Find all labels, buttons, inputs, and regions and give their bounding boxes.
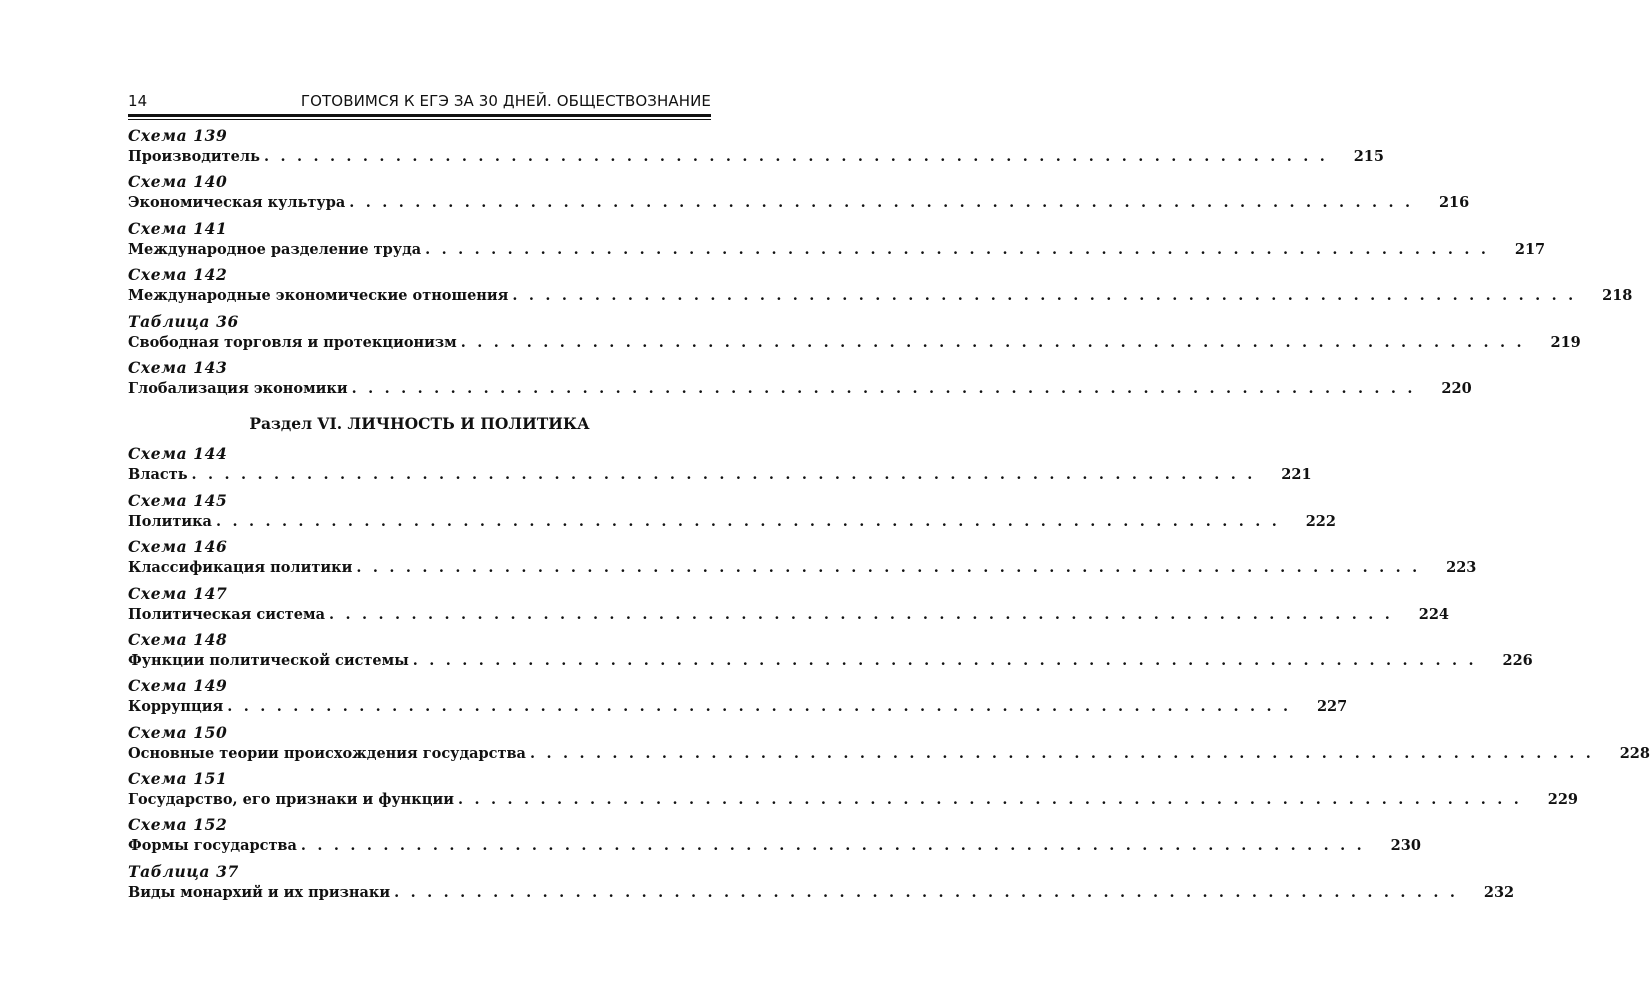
dot-leader: . . . . . . . . . . . . . . . . . . . . . . . . . . . . . . . . . . . . . . . . . . . . . . . . . . . . . . . . . . . . . . . . .	[458, 791, 1523, 809]
toc-entry[interactable]	[128, 676, 1348, 722]
entry-label: Схема 145	[128, 490, 228, 510]
dot-leader: . . . . . . . . . . . . . . . . . . . . . . . . . . . . . . . . . . . . . . . . . . . . . . . . . . . . . . . . . . . . . . . . .	[425, 240, 1490, 258]
entry-title: Экономическая культура	[128, 194, 346, 212]
entry-page-number: 221	[1281, 466, 1312, 484]
toc-entry[interactable]	[128, 172, 1470, 218]
entry-page-number: 232	[1483, 883, 1515, 901]
entry-page-number: 228	[1619, 744, 1650, 762]
toc-entry[interactable]	[128, 126, 1384, 172]
toc-entry[interactable]	[128, 490, 1336, 537]
dot-leader: . . . . . . . . . . . . . . . . . . . . . . . . . . . . . . . . . . . . . . . . . . . . . . . . . . . . . . . . . . . . . . . . .	[394, 883, 1459, 901]
dot-leader: . . . . . . . . . . . . . . . . . . . . . . . . . . . . . . . . . . . . . . . . . . . . . . . . . . . . . . . . . . . . . . . . .	[351, 379, 1416, 397]
entry-label: Схема 150	[128, 722, 228, 742]
entry-label: Таблица 37	[128, 861, 239, 881]
entry-label: Схема 143	[128, 357, 228, 377]
entry-title: Международные экономические отношения	[128, 287, 509, 305]
dot-leader: . . . . . . . . . . . . . . . . . . . . . . . . . . . . . . . . . . . . . . . . . . . . . . . . . . . . . . . . . . . . . . . . .	[349, 194, 1414, 212]
toc-entry[interactable]	[128, 311, 1581, 358]
entry-title: Свободная торговля и протекционизм	[128, 333, 457, 351]
dot-leader: . . . . . . . . . . . . . . . . . . . . . . . . . . . . . . . . . . . . . . . . . . . . . . . . . . . . . . . . . . . . . . . . .	[300, 837, 1365, 855]
dot-leader: . . . . . . . . . . . . . . . . . . . . . . . . . . . . . . . . . . . . . . . . . . . . . . . . . . . . . . . . . . . . . . . . .	[191, 466, 1256, 484]
entry-page-number: 219	[1550, 333, 1581, 351]
dot-leader: . . . . . . . . . . . . . . . . . . . . . . . . . . . . . . . . . . . . . . . . . . . . . . . . . . . . . . . . . . . . . . . . .	[412, 651, 1477, 669]
entry-label: Схема 140	[128, 172, 228, 192]
entry-page-number: 229	[1547, 791, 1579, 809]
entry-label: Схема 142	[128, 265, 228, 285]
toc-entry[interactable]	[128, 769, 1579, 815]
running-title: ГОТОВИМСЯ К ЕГЭ ЗА 30 ДНЕЙ. ОБЩЕСТВОЗНАНИЕ	[300, 92, 711, 110]
toc-group-bottom	[128, 444, 1650, 908]
dot-leader: . . . . . . . . . . . . . . . . . . . . . . . . . . . . . . . . . . . . . . . . . . . . . . . . . . . . . . . . . . . . . . . . .	[215, 512, 1280, 530]
entry-title: Власть	[128, 466, 188, 484]
header-rule-thin	[128, 119, 711, 120]
toc-entry[interactable]	[128, 537, 1477, 583]
toc-entry[interactable]	[128, 861, 1515, 908]
running-header	[128, 91, 711, 111]
entry-page-number: 218	[1602, 287, 1633, 305]
dot-leader: . . . . . . . . . . . . . . . . . . . . . . . . . . . . . . . . . . . . . . . . . . . . . . . . . . . . . . . . . . . . . . . . .	[227, 698, 1292, 716]
entry-label: Схема 152	[128, 815, 228, 835]
toc-entry[interactable]	[128, 815, 1421, 861]
entry-title: Коррупция	[128, 698, 224, 716]
entry-title: Политика	[128, 512, 212, 530]
toc-entry[interactable]	[128, 629, 1533, 676]
dot-leader: . . . . . . . . . . . . . . . . . . . . . . . . . . . . . . . . . . . . . . . . . . . . . . . . . . . . . . . . . . . . . . . . .	[512, 287, 1577, 305]
entry-label: Схема 141	[128, 218, 228, 238]
entry-page-number: 226	[1502, 651, 1533, 669]
book-page	[128, 91, 1650, 908]
entry-page-number: 217	[1514, 240, 1546, 258]
entry-title: Классификация политики	[128, 559, 353, 577]
toc-entry[interactable]	[128, 583, 1450, 630]
entry-page-number: 230	[1390, 837, 1421, 855]
entry-label: Схема 151	[128, 769, 228, 789]
section-heading: Раздел VI. ЛИЧНОСТЬ И ПОЛИТИКА	[249, 414, 590, 434]
entry-title: Международное разделение труда	[128, 240, 422, 258]
dot-leader: . . . . . . . . . . . . . . . . . . . . . . . . . . . . . . . . . . . . . . . . . . . . . . . . . . . . . . . . . . . . . . . . .	[329, 605, 1394, 623]
entry-page-number: 215	[1353, 148, 1384, 165]
entry-page-number: 223	[1446, 559, 1477, 577]
entry-title: Политическая система	[128, 605, 325, 623]
entry-page-number: 220	[1441, 379, 1472, 397]
dot-leader: . . . . . . . . . . . . . . . . . . . . . . . . . . . . . . . . . . . . . . . . . . . . . . . . . . . . . . . . . . . . . . . . .	[529, 744, 1594, 762]
entry-title: Государство, его признаки и функции	[128, 791, 454, 809]
page-number: 14	[128, 92, 148, 110]
toc-entry[interactable]	[128, 265, 1633, 311]
toc-entry[interactable]	[128, 218, 1546, 265]
toc-entry[interactable]	[128, 357, 1472, 404]
entry-label: Таблица 36	[128, 311, 239, 331]
entry-label: Схема 149	[128, 676, 228, 696]
entry-title: Функции политической системы	[128, 651, 409, 669]
entry-page-number: 216	[1438, 194, 1470, 212]
entry-page-number: 222	[1305, 512, 1336, 530]
entry-title: Виды монархий и их признаки	[128, 883, 391, 901]
entry-label: Схема 147	[128, 583, 228, 603]
dot-leader: . . . . . . . . . . . . . . . . . . . . . . . . . . . . . . . . . . . . . . . . . . . . . . . . . . . . . . . . . . . . . . . . .	[263, 148, 1328, 165]
entry-title: Производитель	[128, 148, 260, 165]
entry-title: Формы государства	[128, 837, 297, 855]
dot-leader: . . . . . . . . . . . . . . . . . . . . . . . . . . . . . . . . . . . . . . . . . . . . . . . . . . . . . . . . . . . . . . . . .	[356, 559, 1421, 577]
entry-title: Глобализация экономики	[128, 379, 348, 397]
table-of-contents	[128, 126, 1650, 908]
entry-label: Схема 148	[128, 629, 228, 649]
entry-page-number: 227	[1316, 698, 1348, 716]
entry-title: Основные теории происхождения государства	[128, 744, 526, 762]
dot-leader: . . . . . . . . . . . . . . . . . . . . . . . . . . . . . . . . . . . . . . . . . . . . . . . . . . . . . . . . . . . . . . . . .	[460, 333, 1525, 351]
entry-page-number: 224	[1418, 605, 1450, 623]
toc-group-top	[128, 126, 1633, 404]
toc-entry[interactable]	[128, 444, 1312, 490]
entry-label: Схема 139	[128, 126, 228, 145]
entry-label: Схема 144	[128, 444, 228, 464]
entry-label: Схема 146	[128, 537, 228, 557]
header-rule-thick	[128, 114, 711, 117]
toc-entry[interactable]	[128, 722, 1650, 769]
